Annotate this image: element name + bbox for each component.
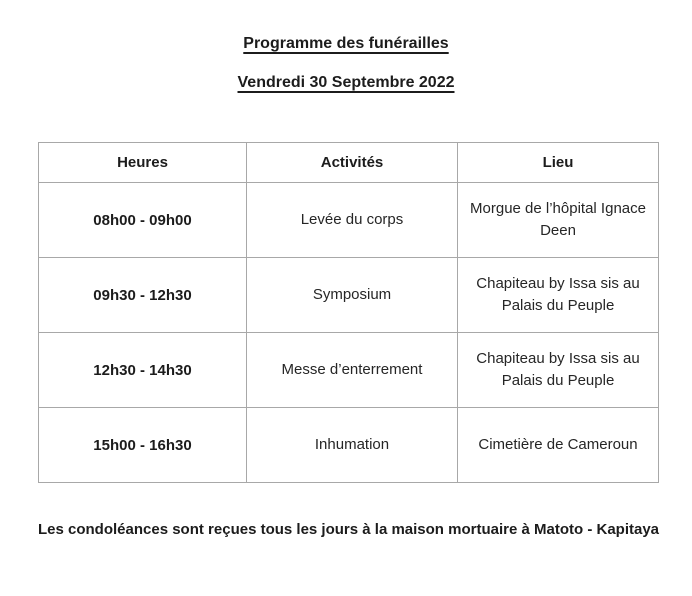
page-subtitle-date: Vendredi 30 Septembre 2022 <box>237 74 455 91</box>
lieu-text: Cimetière de Cameroun <box>478 436 638 453</box>
cell-heures: 15h00 - 16h30 <box>39 408 247 483</box>
cell-lieu <box>458 408 659 483</box>
activite-text: Messe d’enterrement <box>281 361 423 378</box>
cell-lieu <box>458 333 659 408</box>
cell-heures: 12h30 - 14h30 <box>39 333 247 408</box>
column-header-heures: Heures <box>39 143 247 183</box>
column-header-activites: Activités <box>247 143 458 183</box>
cell-activite <box>247 408 458 483</box>
cell-heures: 08h00 - 09h00 <box>39 183 247 258</box>
table-header-row <box>39 143 659 183</box>
activite-text: Levée du corps <box>300 211 404 228</box>
table-row <box>39 258 659 333</box>
document-header <box>38 35 654 92</box>
column-header-lieu: Lieu <box>458 143 659 183</box>
cell-activite <box>247 333 458 408</box>
lieu-text: Chapiteau by Issa sis au Palais du Peuple <box>476 275 640 314</box>
activite-text: Inhumation <box>314 436 390 453</box>
table-row <box>39 333 659 408</box>
lieu-text: Morgue de l’hôpital Ignace Deen <box>470 200 646 239</box>
cell-lieu <box>458 258 659 333</box>
page-title: Programme des funérailles <box>243 35 449 52</box>
cell-heures: 09h30 - 12h30 <box>39 258 247 333</box>
cell-activite <box>247 183 458 258</box>
condolences-note: Les condoléances sont reçues tous les jours à la maison mortuaire à Matoto - Kapitaya <box>38 521 660 538</box>
lieu-text: Chapiteau by Issa sis au Palais du Peuple <box>476 350 640 389</box>
cell-lieu <box>458 183 659 258</box>
cell-activite <box>247 258 458 333</box>
table-row <box>39 183 659 258</box>
table-row <box>39 408 659 483</box>
activite-text: Symposium <box>312 286 392 303</box>
programme-table <box>38 142 659 483</box>
